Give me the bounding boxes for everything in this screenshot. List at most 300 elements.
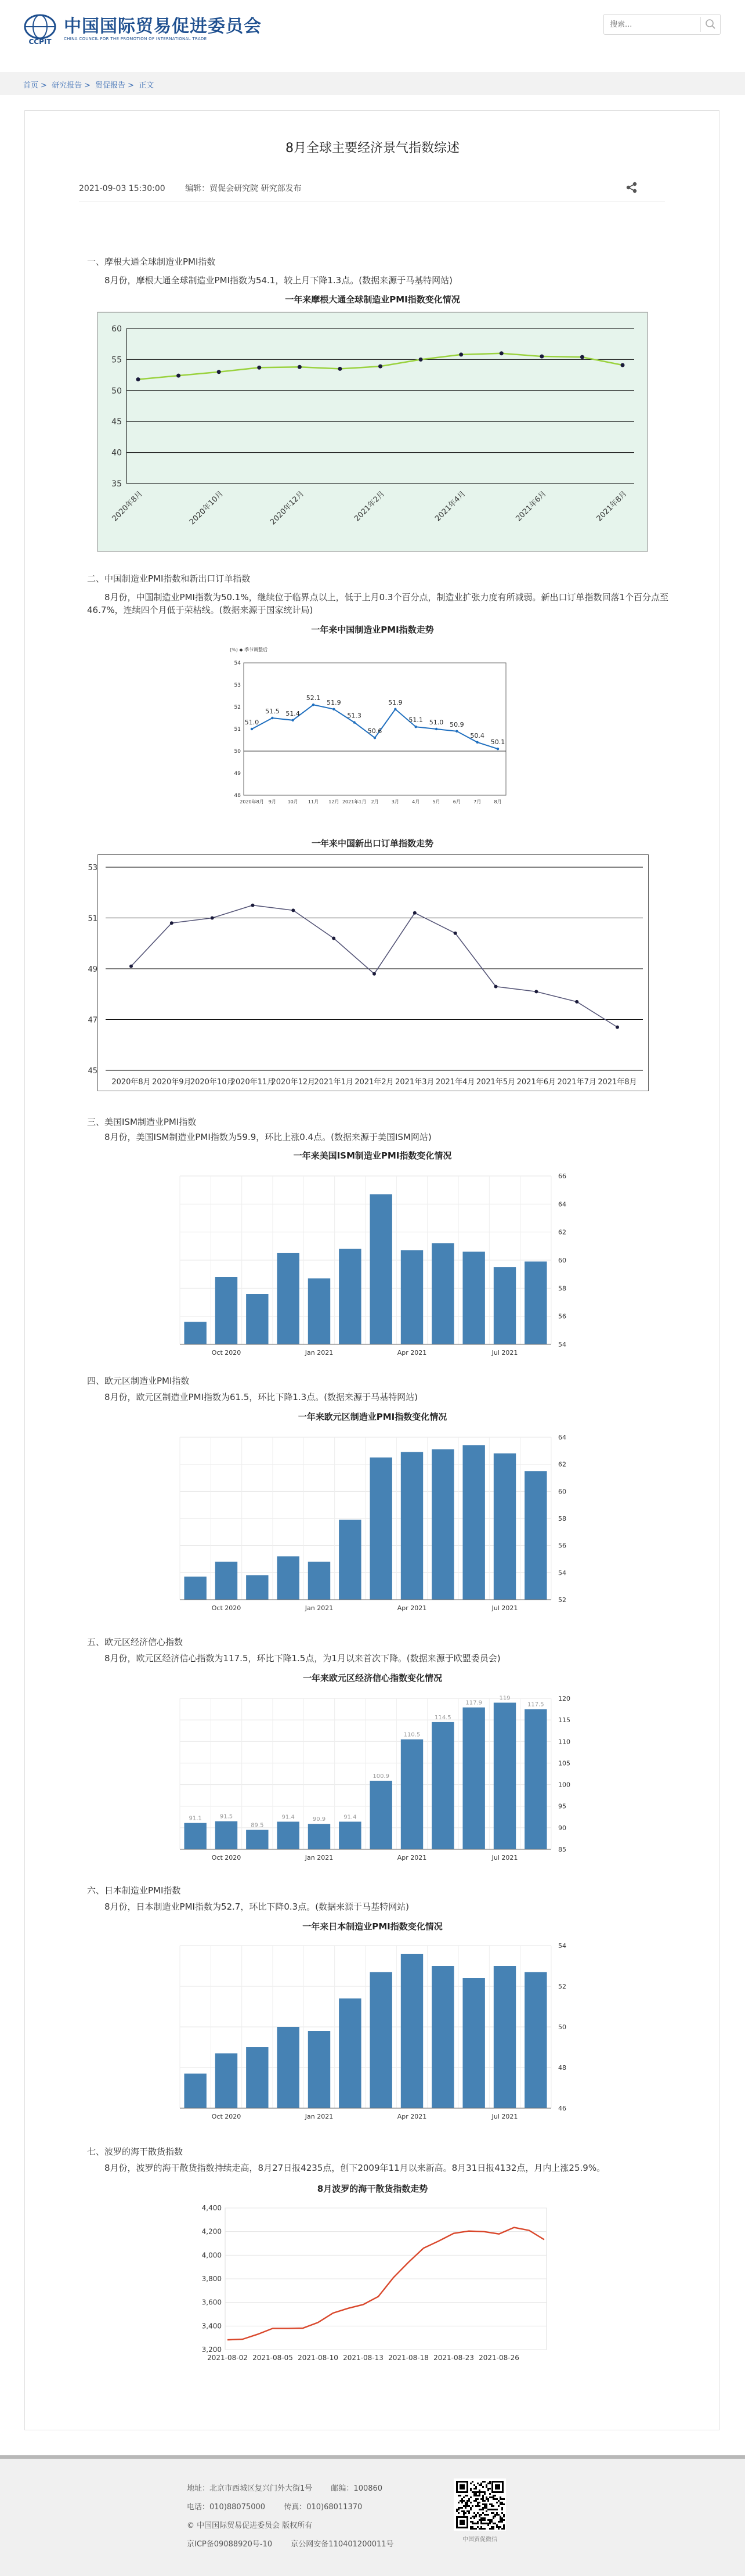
qr-module xyxy=(498,2505,500,2507)
x-tick-label: 8月 xyxy=(494,799,502,804)
qr-module xyxy=(482,2498,484,2500)
qr-module xyxy=(463,2496,465,2498)
qr-module xyxy=(496,2509,498,2510)
bar xyxy=(494,1702,516,1849)
qr-module xyxy=(479,2509,480,2510)
y-tick-label: 49 xyxy=(234,771,241,777)
data-point xyxy=(217,370,221,374)
section-4-heading: 四、欧元区制造业PMI指数 xyxy=(87,1376,190,1386)
qr-module xyxy=(484,2517,486,2519)
qr-module xyxy=(487,2524,489,2526)
x-tick-label: 2021-08-02 xyxy=(207,2354,248,2362)
x-tick-label: 2021年6月 xyxy=(514,489,548,524)
qr-module xyxy=(470,2517,472,2519)
data-label: 89.5 xyxy=(251,1822,264,1829)
qr-module xyxy=(493,2509,494,2510)
x-tick-label: 2021-08-10 xyxy=(298,2354,338,2362)
y-tick-label: 48 xyxy=(234,793,241,799)
bar xyxy=(494,1267,516,1344)
breadcrumb-research[interactable]: 研究报告 xyxy=(52,81,82,90)
data-point xyxy=(251,904,255,907)
bar xyxy=(401,1740,423,1849)
y-tick-label: 51 xyxy=(234,727,241,733)
data-point xyxy=(394,708,396,710)
bar xyxy=(184,1322,206,1344)
qr-module xyxy=(480,2498,482,2500)
footer-contact-line xyxy=(187,2501,378,2512)
qr-module xyxy=(482,2500,484,2502)
qr-module xyxy=(503,2516,505,2517)
y-tick-label: 90 xyxy=(558,1824,566,1832)
qr-module xyxy=(501,2509,503,2510)
y-tick-label: 52 xyxy=(234,705,241,710)
qr-module xyxy=(477,2495,479,2496)
qr-module xyxy=(482,2519,484,2521)
share-icon[interactable] xyxy=(625,181,638,194)
qr-module xyxy=(472,2481,473,2483)
breadcrumb: 首页 > 研究报告 > 贸促报告 > 正文 xyxy=(23,81,154,90)
y-tick-label: 100 xyxy=(558,1781,570,1789)
qr-module xyxy=(479,2502,480,2503)
data-label: 50.4 xyxy=(470,731,484,739)
footer-phone: 电话：010)88075000 xyxy=(187,2503,266,2512)
qr-module xyxy=(493,2528,494,2530)
x-tick-label: 3月 xyxy=(391,799,399,804)
qr-module xyxy=(482,2486,484,2488)
bar xyxy=(339,1821,361,1849)
qr-module xyxy=(475,2493,477,2495)
x-tick-label: 2月 xyxy=(371,799,379,804)
data-point xyxy=(500,351,504,355)
search-icon[interactable] xyxy=(700,15,720,34)
data-label: 117.9 xyxy=(465,1700,482,1706)
article-date: 2021-09-03 15:30:00 xyxy=(79,184,165,193)
bar xyxy=(308,1562,330,1600)
qr-module xyxy=(461,2498,463,2500)
y-tick-label: 60 xyxy=(111,324,122,334)
wechat-qr-code xyxy=(454,2478,506,2531)
qr-module xyxy=(487,2514,489,2516)
data-point xyxy=(575,1000,578,1004)
qr-module xyxy=(461,2510,463,2512)
chart-us-ism-pmi xyxy=(174,1170,574,1362)
qr-module xyxy=(475,2495,477,2496)
y-tick-label: 45 xyxy=(111,417,122,427)
data-point xyxy=(211,917,214,920)
data-label: 114.5 xyxy=(435,1714,451,1721)
qr-module xyxy=(472,2521,473,2523)
y-tick-label: 58 xyxy=(558,1515,566,1522)
chart-5-title: 一年来欧元区制造业PMI指数变化情况 xyxy=(298,1412,447,1422)
qr-module xyxy=(477,2512,479,2514)
qr-module xyxy=(468,2510,470,2512)
qr-module xyxy=(468,2505,470,2507)
bar xyxy=(370,1972,392,2109)
bar xyxy=(308,2031,330,2108)
qr-module xyxy=(472,2528,473,2530)
bar xyxy=(432,1722,454,1849)
qr-module xyxy=(458,2509,460,2510)
qr-module xyxy=(465,2503,466,2505)
qr-module xyxy=(470,2483,472,2484)
bar xyxy=(525,1709,547,1849)
qr-module xyxy=(463,2514,465,2516)
qr-module xyxy=(479,2528,480,2530)
site-logo[interactable] xyxy=(22,12,262,46)
qr-module xyxy=(470,2509,472,2510)
data-label: 91.1 xyxy=(189,1815,202,1822)
qr-module xyxy=(466,2505,468,2507)
section-6-heading: 六、日本制造业PMI指数 xyxy=(87,1885,181,1896)
data-point xyxy=(459,352,463,356)
bar xyxy=(339,1998,361,2108)
qr-module xyxy=(503,2514,505,2516)
bar xyxy=(462,1708,484,1849)
qr-module xyxy=(461,2502,463,2503)
qr-module xyxy=(461,2500,463,2502)
qr-module xyxy=(500,2502,501,2503)
chart-2-title: 一年来中国制造业PMI指数走势 xyxy=(311,625,434,635)
qr-module xyxy=(501,2517,503,2519)
bar xyxy=(184,2074,206,2109)
qr-module xyxy=(480,2483,482,2484)
qr-module xyxy=(479,2484,480,2486)
qr-module xyxy=(470,2528,472,2530)
qr-module xyxy=(503,2503,505,2505)
y-tick-label: 46 xyxy=(558,2105,566,2112)
x-tick-label: 2021年5月 xyxy=(476,1078,516,1087)
qr-module xyxy=(501,2512,503,2514)
qr-module xyxy=(482,2496,484,2498)
qr-finder-core xyxy=(460,2520,465,2525)
section-7-text: 8月份，波罗的海干散货指数持续走高，8月27日报4235点，创下2009年11月以来新高。8月31日报4132点，月内上涨25.9%。 xyxy=(104,2163,606,2173)
qr-module xyxy=(500,2526,501,2528)
x-tick-label: 2020年9月 xyxy=(152,1078,191,1087)
y-tick-label: 4,000 xyxy=(201,2251,222,2260)
x-tick-label: 2020年8月 xyxy=(110,489,144,524)
data-label: 91.4 xyxy=(343,1814,357,1821)
data-point xyxy=(534,990,538,993)
bar xyxy=(246,1575,268,1600)
qr-module xyxy=(475,2523,477,2524)
qr-module xyxy=(456,2509,458,2510)
footer-fax: 传真：010)68011370 xyxy=(284,2503,363,2512)
qr-module xyxy=(479,2505,480,2507)
qr-module xyxy=(501,2503,503,2505)
qr-module xyxy=(489,2519,491,2521)
qr-module xyxy=(475,2528,477,2530)
qr-module xyxy=(470,2521,472,2523)
data-point xyxy=(435,728,437,730)
x-tick-label: Jul 2021 xyxy=(491,1604,518,1612)
qr-module xyxy=(463,2510,465,2512)
qr-module xyxy=(458,2512,460,2514)
qr-module xyxy=(463,2500,465,2502)
y-tick-label: 55 xyxy=(111,355,122,365)
chart-background xyxy=(97,312,648,551)
qr-module xyxy=(473,2484,475,2486)
y-tick-label: 35 xyxy=(111,479,122,489)
breadcrumb-home[interactable]: 首页 xyxy=(23,81,39,90)
y-tick-label: 50 xyxy=(234,749,241,755)
qr-module xyxy=(477,2498,479,2500)
breadcrumb-current: 正文 xyxy=(139,81,154,90)
qr-module xyxy=(489,2503,491,2505)
search-box xyxy=(603,14,721,35)
qr-module xyxy=(479,2490,480,2491)
qr-module xyxy=(477,2526,479,2528)
breadcrumb-reports[interactable]: 贸促报告 xyxy=(95,81,126,90)
qr-module xyxy=(458,2495,460,2496)
qr-module xyxy=(472,2526,473,2528)
x-tick-label: Jul 2021 xyxy=(491,1349,518,1356)
data-point xyxy=(353,721,355,723)
qr-module xyxy=(487,2490,489,2491)
qr-module xyxy=(480,2523,482,2524)
qr-module xyxy=(465,2512,466,2514)
data-point xyxy=(372,972,376,976)
qr-module xyxy=(484,2503,486,2505)
qr-module xyxy=(486,2510,487,2512)
qr-module xyxy=(500,2517,501,2519)
qr-module xyxy=(486,2507,487,2509)
qr-module xyxy=(487,2498,489,2500)
y-tick-label: 52 xyxy=(558,1596,566,1604)
x-tick-label: 12月 xyxy=(328,799,339,804)
qr-finder-core xyxy=(495,2484,500,2490)
qr-module xyxy=(493,2526,494,2528)
data-label: 50.6 xyxy=(367,727,382,735)
qr-module xyxy=(493,2512,494,2514)
qr-module xyxy=(484,2507,486,2509)
qr-module xyxy=(484,2528,486,2530)
qr-module xyxy=(479,2491,480,2493)
chart-eurozone-confidence xyxy=(174,1693,574,1867)
qr-module xyxy=(494,2516,496,2517)
x-tick-label: 2020年12月 xyxy=(269,489,306,527)
qr-module xyxy=(503,2498,505,2500)
y-tick-label: 60 xyxy=(558,1257,566,1264)
data-point xyxy=(332,937,335,940)
legend-note: (%) ◆ 季节调整后 xyxy=(230,647,268,652)
footer-icp-link[interactable]: 京ICP备09088920号-10 xyxy=(187,2540,273,2549)
section-1-text: 8月份，摩根大通全球制造业PMI指数为54.1，较上月下降1.3点。(数据来源于马基特网站) xyxy=(104,275,453,286)
qr-module xyxy=(501,2498,503,2500)
y-tick-label: 64 xyxy=(558,1200,566,1208)
qr-module xyxy=(482,2528,484,2530)
y-tick-label: 95 xyxy=(558,1802,566,1810)
y-tick-label: 3,800 xyxy=(201,2275,222,2283)
y-tick-label: 85 xyxy=(558,1846,566,1853)
qr-module xyxy=(498,2521,500,2523)
qr-module xyxy=(470,2496,472,2498)
chart-7-title: 一年来日本制造业PMI指数变化情况 xyxy=(302,1921,443,1932)
qr-module xyxy=(500,2496,501,2498)
qr-module xyxy=(482,2509,484,2510)
y-tick-label: 53 xyxy=(234,683,241,688)
data-point xyxy=(271,717,273,719)
qr-module xyxy=(468,2498,470,2500)
qr-module xyxy=(486,2486,487,2488)
data-label: 51.0 xyxy=(244,719,259,726)
qr-module xyxy=(491,2503,493,2505)
x-tick-label: 2021-08-13 xyxy=(343,2354,384,2362)
bar xyxy=(184,1823,206,1849)
y-tick-label: 56 xyxy=(558,1312,566,1321)
x-tick-label: Apr 2021 xyxy=(397,2113,427,2120)
data-point xyxy=(378,365,382,369)
bar xyxy=(246,2047,268,2108)
bar xyxy=(370,1457,392,1600)
data-label: 117.5 xyxy=(527,1701,544,1708)
x-tick-label: 10月 xyxy=(287,799,298,804)
qr-module xyxy=(489,2509,491,2510)
section-2-heading: 二、中国制造业PMI指数和新出口订单指数 xyxy=(87,573,251,584)
qr-module xyxy=(477,2523,479,2524)
bar xyxy=(525,1261,547,1344)
qr-module xyxy=(477,2491,479,2493)
y-tick-label: 54 xyxy=(234,661,241,666)
qr-module xyxy=(486,2503,487,2505)
bar xyxy=(246,1830,268,1849)
data-point xyxy=(621,363,625,367)
search-input[interactable] xyxy=(604,15,703,34)
logo-english-name: CHINA COUNCIL FOR THE PROMOTION OF INTERNATIONAL TRADE xyxy=(64,37,207,41)
qr-module xyxy=(489,2496,491,2498)
qr-module xyxy=(458,2507,460,2509)
data-label: 51.0 xyxy=(429,719,444,726)
y-tick-label: 3,200 xyxy=(201,2346,222,2354)
bar xyxy=(184,1576,206,1600)
svg-text:CCPIT: CCPIT xyxy=(28,38,52,46)
qr-module xyxy=(491,2505,493,2507)
qr-module xyxy=(496,2514,498,2516)
qr-module xyxy=(503,2528,505,2530)
qr-module xyxy=(473,2500,475,2502)
qr-module xyxy=(491,2526,493,2528)
qr-module xyxy=(465,2505,466,2507)
qr-module xyxy=(482,2507,484,2509)
qr-module xyxy=(491,2519,493,2521)
qr-module xyxy=(465,2507,466,2509)
qr-module xyxy=(491,2528,493,2530)
qr-module xyxy=(465,2502,466,2503)
data-point xyxy=(129,965,133,968)
qr-module xyxy=(480,2484,482,2486)
bar xyxy=(401,1250,423,1344)
x-tick-label: 2020年12月 xyxy=(271,1078,316,1087)
x-tick-label: 2020年10月 xyxy=(190,1078,234,1087)
qr-module xyxy=(475,2505,477,2507)
qr-module xyxy=(482,2491,484,2493)
qr-module xyxy=(465,2495,466,2496)
qr-module xyxy=(484,2505,486,2507)
data-label: 110.5 xyxy=(403,1731,421,1738)
x-tick-label: Jan 2021 xyxy=(305,1854,334,1861)
qr-module xyxy=(487,2488,489,2490)
y-tick-label: 56 xyxy=(558,1542,566,1550)
x-tick-label: Apr 2021 xyxy=(397,1349,427,1356)
data-point xyxy=(413,911,417,915)
y-tick-label: 50 xyxy=(558,2023,566,2031)
qr-module xyxy=(484,2491,486,2493)
bar xyxy=(215,1277,237,1344)
qr-module xyxy=(482,2523,484,2524)
chart-eurozone-pmi xyxy=(174,1431,574,1617)
x-tick-label: 2021-08-23 xyxy=(433,2354,474,2362)
qr-module xyxy=(473,2493,475,2495)
bar xyxy=(462,1445,484,1600)
x-tick-label: Jan 2021 xyxy=(305,1349,334,1356)
data-point xyxy=(540,355,544,359)
qr-module xyxy=(480,2509,482,2510)
qr-module xyxy=(496,2512,498,2514)
qr-module xyxy=(494,2498,496,2500)
y-tick-label: 105 xyxy=(558,1759,570,1767)
data-label: 51.1 xyxy=(408,716,423,724)
qr-module xyxy=(472,2516,473,2517)
qr-module xyxy=(473,2488,475,2490)
qr-module xyxy=(480,2514,482,2516)
data-label: 50.1 xyxy=(490,738,505,746)
bar xyxy=(432,1449,454,1600)
qr-module xyxy=(480,2519,482,2521)
qr-module xyxy=(477,2505,479,2507)
qr-module xyxy=(479,2493,480,2495)
data-point xyxy=(419,358,423,362)
bar xyxy=(277,1556,299,1600)
qr-module xyxy=(484,2519,486,2521)
x-tick-label: 5月 xyxy=(432,799,440,804)
qr-module xyxy=(473,2512,475,2514)
x-tick-label: Oct 2020 xyxy=(211,1604,241,1612)
qr-module xyxy=(500,2516,501,2517)
bar xyxy=(462,1978,484,2108)
x-tick-label: 9月 xyxy=(268,799,276,804)
y-tick-label: 53 xyxy=(88,864,97,872)
chart-japan-pmi xyxy=(174,1940,574,2126)
y-tick-label: 51 xyxy=(88,914,97,923)
qr-module xyxy=(473,2523,475,2524)
data-point xyxy=(291,908,295,912)
qr-module xyxy=(460,2495,461,2496)
qr-module xyxy=(477,2503,479,2505)
data-label: 119 xyxy=(499,1695,511,1702)
qr-module xyxy=(475,2500,477,2502)
qr-module xyxy=(477,2521,479,2523)
qr-module xyxy=(503,2524,505,2526)
x-tick-label: 2021年2月 xyxy=(355,1078,394,1087)
footer-address-line xyxy=(187,2482,399,2493)
data-point xyxy=(476,741,478,744)
qr-module xyxy=(494,2495,496,2496)
qr-module xyxy=(491,2512,493,2514)
footer-copyright: © 中国国际贸易促进委员会 版权所有 xyxy=(187,2521,313,2530)
qr-module xyxy=(489,2523,491,2524)
bar xyxy=(370,1194,392,1344)
qr-module xyxy=(489,2488,491,2490)
bar xyxy=(339,1520,361,1600)
qr-module xyxy=(500,2519,501,2521)
bar xyxy=(246,1294,268,1344)
footer-police-link[interactable]: 京公网安备110401200011号 xyxy=(291,2540,394,2549)
qr-module xyxy=(491,2496,493,2498)
bar xyxy=(432,1966,454,2108)
y-tick-label: 50 xyxy=(111,386,122,396)
data-point xyxy=(332,708,335,710)
qr-module xyxy=(494,2509,496,2510)
qr-module xyxy=(456,2510,458,2512)
